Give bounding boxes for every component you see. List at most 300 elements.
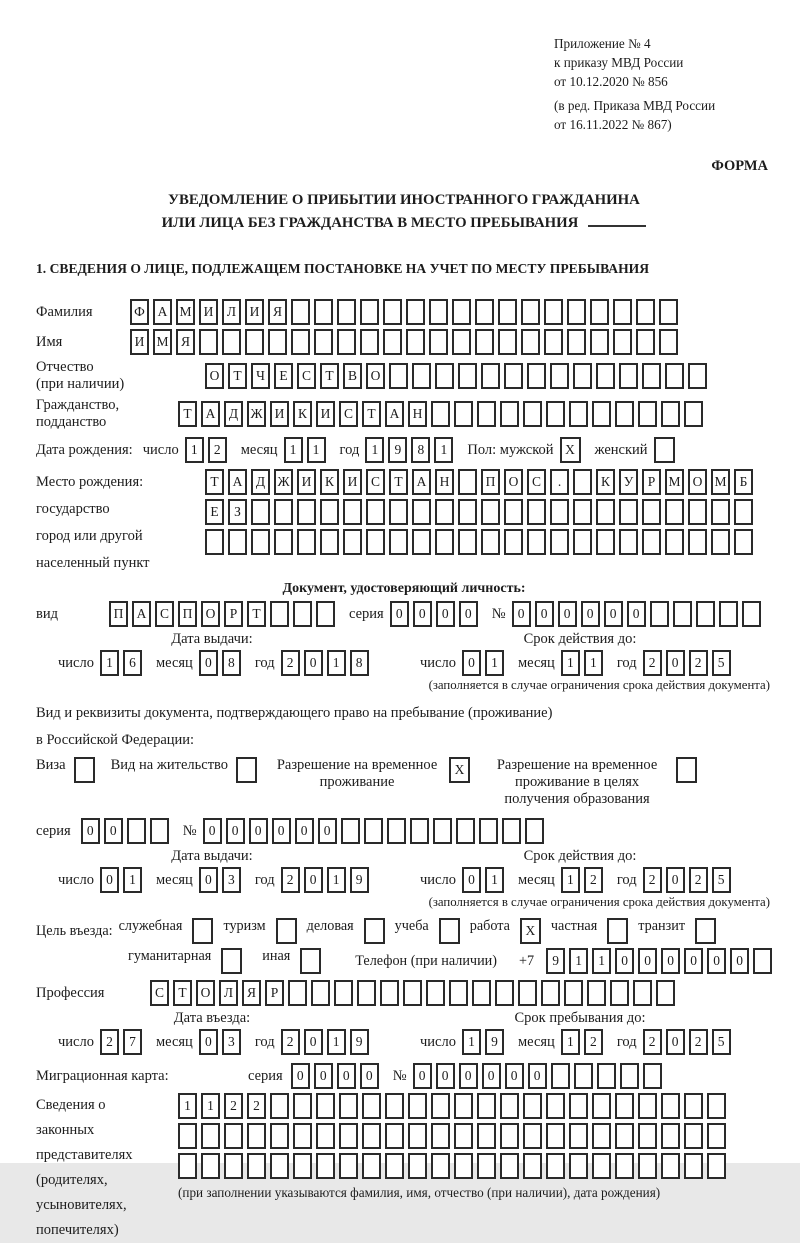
char-cell[interactable]: Т — [320, 363, 339, 389]
char-cell[interactable]: Т — [362, 401, 381, 427]
char-cell[interactable] — [592, 1153, 611, 1179]
char-cell[interactable]: Ч — [251, 363, 270, 389]
char-cell[interactable] — [523, 1123, 542, 1149]
char-cell[interactable] — [518, 980, 537, 1006]
char-cell[interactable]: 2 — [208, 437, 227, 463]
char-cell[interactable] — [268, 329, 287, 355]
char-cell[interactable]: С — [155, 601, 174, 627]
char-cell[interactable]: П — [481, 469, 500, 495]
char-cell[interactable]: И — [316, 401, 335, 427]
char-cell[interactable]: И — [130, 329, 149, 355]
char-cell[interactable]: И — [245, 299, 264, 325]
char-cell[interactable] — [316, 1093, 335, 1119]
char-cell[interactable]: М — [176, 299, 195, 325]
char-cell[interactable] — [546, 1093, 565, 1119]
char-cell[interactable] — [521, 299, 540, 325]
char-cell[interactable]: П — [109, 601, 128, 627]
char-cell[interactable]: 0 — [314, 1063, 333, 1089]
char-cell[interactable] — [297, 499, 316, 525]
char-cell[interactable] — [364, 818, 383, 844]
char-cell[interactable]: 0 — [666, 867, 685, 893]
char-cell[interactable] — [454, 401, 473, 427]
char-cell[interactable]: О — [688, 469, 707, 495]
char-cell[interactable] — [481, 499, 500, 525]
char-cell[interactable]: 2 — [643, 867, 662, 893]
purpose-official-checkbox[interactable] — [192, 918, 213, 944]
char-cell[interactable] — [527, 529, 546, 555]
char-cell[interactable] — [527, 499, 546, 525]
char-cell[interactable]: Р — [224, 601, 243, 627]
char-cell[interactable]: У — [619, 469, 638, 495]
char-cell[interactable]: 0 — [304, 1029, 323, 1055]
char-cell[interactable] — [477, 401, 496, 427]
char-cell[interactable]: Я — [268, 299, 287, 325]
char-cell[interactable] — [592, 401, 611, 427]
char-cell[interactable] — [688, 529, 707, 555]
char-cell[interactable] — [479, 818, 498, 844]
char-cell[interactable] — [523, 401, 542, 427]
char-cell[interactable]: Р — [265, 980, 284, 1006]
char-cell[interactable]: М — [711, 469, 730, 495]
char-cell[interactable] — [596, 529, 615, 555]
char-cell[interactable]: 0 — [462, 867, 481, 893]
char-cell[interactable] — [291, 299, 310, 325]
char-cell[interactable]: 2 — [224, 1093, 243, 1119]
char-cell[interactable] — [642, 363, 661, 389]
purpose-private-checkbox[interactable] — [607, 918, 628, 944]
char-cell[interactable] — [569, 1123, 588, 1149]
char-cell[interactable] — [665, 529, 684, 555]
char-cell[interactable] — [502, 818, 521, 844]
char-cell[interactable] — [498, 299, 517, 325]
char-cell[interactable]: Т — [247, 601, 266, 627]
char-cell[interactable]: 1 — [123, 867, 142, 893]
char-cell[interactable]: 0 — [505, 1063, 524, 1089]
char-cell[interactable]: 0 — [360, 1063, 379, 1089]
char-cell[interactable]: 1 — [434, 437, 453, 463]
temporary-residence-checkbox[interactable]: X — [449, 757, 470, 783]
char-cell[interactable]: З — [228, 499, 247, 525]
char-cell[interactable] — [389, 499, 408, 525]
char-cell[interactable]: 1 — [569, 948, 588, 974]
char-cell[interactable] — [573, 469, 592, 495]
char-cell[interactable] — [362, 1123, 381, 1149]
char-cell[interactable]: 5 — [712, 867, 731, 893]
char-cell[interactable] — [456, 818, 475, 844]
char-cell[interactable]: 0 — [291, 1063, 310, 1089]
char-cell[interactable]: . — [550, 469, 569, 495]
char-cell[interactable]: 9 — [350, 867, 369, 893]
char-cell[interactable]: 1 — [584, 650, 603, 676]
char-cell[interactable]: Я — [242, 980, 261, 1006]
char-cell[interactable] — [251, 499, 270, 525]
char-cell[interactable] — [383, 329, 402, 355]
char-cell[interactable] — [366, 499, 385, 525]
char-cell[interactable]: 8 — [222, 650, 241, 676]
char-cell[interactable] — [569, 401, 588, 427]
char-cell[interactable] — [270, 1093, 289, 1119]
char-cell[interactable]: 0 — [627, 601, 646, 627]
char-cell[interactable]: О — [201, 601, 220, 627]
char-cell[interactable]: 0 — [337, 1063, 356, 1089]
gender-female-checkbox[interactable] — [654, 437, 675, 463]
char-cell[interactable]: 0 — [203, 818, 222, 844]
char-cell[interactable] — [551, 1063, 570, 1089]
char-cell[interactable] — [403, 980, 422, 1006]
char-cell[interactable] — [596, 499, 615, 525]
char-cell[interactable] — [500, 401, 519, 427]
char-cell[interactable]: Д — [251, 469, 270, 495]
char-cell[interactable]: 1 — [485, 867, 504, 893]
char-cell[interactable] — [224, 1123, 243, 1149]
char-cell[interactable] — [659, 329, 678, 355]
char-cell[interactable] — [408, 1123, 427, 1149]
char-cell[interactable]: 2 — [643, 650, 662, 676]
char-cell[interactable]: 0 — [638, 948, 657, 974]
char-cell[interactable]: 1 — [365, 437, 384, 463]
visa-checkbox[interactable] — [74, 757, 95, 783]
char-cell[interactable] — [410, 818, 429, 844]
char-cell[interactable]: А — [132, 601, 151, 627]
char-cell[interactable] — [546, 1123, 565, 1149]
char-cell[interactable] — [684, 1153, 703, 1179]
char-cell[interactable] — [343, 529, 362, 555]
char-cell[interactable] — [477, 1093, 496, 1119]
char-cell[interactable]: А — [201, 401, 220, 427]
char-cell[interactable] — [753, 948, 772, 974]
char-cell[interactable] — [429, 299, 448, 325]
char-cell[interactable] — [339, 1123, 358, 1149]
char-cell[interactable]: С — [527, 469, 546, 495]
char-cell[interactable] — [293, 601, 312, 627]
char-cell[interactable]: 2 — [100, 1029, 119, 1055]
char-cell[interactable] — [178, 1123, 197, 1149]
char-cell[interactable]: 1 — [462, 1029, 481, 1055]
char-cell[interactable] — [619, 363, 638, 389]
char-cell[interactable]: 0 — [482, 1063, 501, 1089]
char-cell[interactable] — [454, 1153, 473, 1179]
char-cell[interactable] — [406, 299, 425, 325]
char-cell[interactable] — [316, 1123, 335, 1149]
char-cell[interactable]: Ф — [130, 299, 149, 325]
char-cell[interactable]: 0 — [199, 650, 218, 676]
char-cell[interactable] — [339, 1153, 358, 1179]
char-cell[interactable] — [613, 299, 632, 325]
char-cell[interactable]: 0 — [730, 948, 749, 974]
char-cell[interactable]: 5 — [712, 650, 731, 676]
char-cell[interactable]: Ж — [274, 469, 293, 495]
char-cell[interactable] — [567, 299, 586, 325]
char-cell[interactable] — [477, 1153, 496, 1179]
char-cell[interactable] — [247, 1123, 266, 1149]
char-cell[interactable]: И — [297, 469, 316, 495]
char-cell[interactable]: 0 — [295, 818, 314, 844]
char-cell[interactable] — [389, 529, 408, 555]
char-cell[interactable]: 0 — [199, 1029, 218, 1055]
char-cell[interactable] — [293, 1153, 312, 1179]
char-cell[interactable]: 9 — [546, 948, 565, 974]
char-cell[interactable] — [383, 299, 402, 325]
char-cell[interactable] — [525, 818, 544, 844]
char-cell[interactable] — [707, 1153, 726, 1179]
char-cell[interactable]: 1 — [327, 650, 346, 676]
purpose-humanitarian-checkbox[interactable] — [221, 948, 242, 974]
char-cell[interactable]: К — [293, 401, 312, 427]
char-cell[interactable]: А — [153, 299, 172, 325]
char-cell[interactable] — [661, 401, 680, 427]
char-cell[interactable] — [449, 980, 468, 1006]
char-cell[interactable]: 0 — [528, 1063, 547, 1089]
char-cell[interactable] — [481, 363, 500, 389]
char-cell[interactable] — [590, 299, 609, 325]
char-cell[interactable]: Л — [219, 980, 238, 1006]
char-cell[interactable] — [633, 980, 652, 1006]
char-cell[interactable] — [636, 329, 655, 355]
char-cell[interactable] — [504, 363, 523, 389]
char-cell[interactable] — [362, 1153, 381, 1179]
char-cell[interactable] — [642, 529, 661, 555]
char-cell[interactable]: 1 — [592, 948, 611, 974]
char-cell[interactable]: Т — [205, 469, 224, 495]
char-cell[interactable] — [619, 499, 638, 525]
char-cell[interactable] — [274, 529, 293, 555]
char-cell[interactable] — [673, 601, 692, 627]
char-cell[interactable] — [385, 1093, 404, 1119]
char-cell[interactable] — [546, 1153, 565, 1179]
char-cell[interactable] — [150, 818, 169, 844]
char-cell[interactable]: М — [665, 469, 684, 495]
char-cell[interactable]: Б — [734, 469, 753, 495]
char-cell[interactable] — [587, 980, 606, 1006]
char-cell[interactable] — [619, 529, 638, 555]
char-cell[interactable] — [498, 329, 517, 355]
char-cell[interactable] — [707, 1123, 726, 1149]
char-cell[interactable]: Т — [178, 401, 197, 427]
char-cell[interactable]: О — [196, 980, 215, 1006]
char-cell[interactable] — [574, 1063, 593, 1089]
char-cell[interactable]: К — [320, 469, 339, 495]
char-cell[interactable] — [320, 499, 339, 525]
char-cell[interactable] — [431, 1123, 450, 1149]
char-cell[interactable] — [389, 363, 408, 389]
char-cell[interactable]: 0 — [226, 818, 245, 844]
char-cell[interactable] — [385, 1153, 404, 1179]
char-cell[interactable] — [477, 1123, 496, 1149]
char-cell[interactable]: 5 — [712, 1029, 731, 1055]
char-cell[interactable]: 0 — [684, 948, 703, 974]
char-cell[interactable]: 0 — [459, 1063, 478, 1089]
char-cell[interactable] — [412, 363, 431, 389]
char-cell[interactable]: Е — [274, 363, 293, 389]
char-cell[interactable]: 9 — [350, 1029, 369, 1055]
char-cell[interactable] — [541, 980, 560, 1006]
char-cell[interactable] — [452, 299, 471, 325]
char-cell[interactable]: Я — [176, 329, 195, 355]
char-cell[interactable] — [500, 1123, 519, 1149]
char-cell[interactable] — [615, 1153, 634, 1179]
char-cell[interactable]: 8 — [411, 437, 430, 463]
char-cell[interactable]: 0 — [707, 948, 726, 974]
char-cell[interactable]: 1 — [485, 650, 504, 676]
char-cell[interactable]: 1 — [185, 437, 204, 463]
char-cell[interactable] — [341, 818, 360, 844]
char-cell[interactable] — [224, 1153, 243, 1179]
char-cell[interactable] — [429, 329, 448, 355]
char-cell[interactable]: 0 — [249, 818, 268, 844]
char-cell[interactable]: 8 — [350, 650, 369, 676]
char-cell[interactable]: 0 — [390, 601, 409, 627]
char-cell[interactable]: 0 — [661, 948, 680, 974]
char-cell[interactable]: 0 — [535, 601, 554, 627]
char-cell[interactable]: А — [412, 469, 431, 495]
char-cell[interactable]: 2 — [247, 1093, 266, 1119]
char-cell[interactable]: И — [199, 299, 218, 325]
char-cell[interactable] — [406, 329, 425, 355]
char-cell[interactable]: 9 — [485, 1029, 504, 1055]
char-cell[interactable]: И — [270, 401, 289, 427]
char-cell[interactable] — [569, 1153, 588, 1179]
purpose-tourism-checkbox[interactable] — [276, 918, 297, 944]
char-cell[interactable]: 6 — [123, 650, 142, 676]
char-cell[interactable] — [597, 1063, 616, 1089]
char-cell[interactable]: Т — [389, 469, 408, 495]
char-cell[interactable] — [475, 329, 494, 355]
char-cell[interactable]: 0 — [558, 601, 577, 627]
char-cell[interactable] — [316, 601, 335, 627]
char-cell[interactable] — [454, 1093, 473, 1119]
char-cell[interactable]: С — [339, 401, 358, 427]
char-cell[interactable]: 1 — [284, 437, 303, 463]
char-cell[interactable] — [334, 980, 353, 1006]
char-cell[interactable] — [228, 529, 247, 555]
char-cell[interactable] — [337, 329, 356, 355]
char-cell[interactable] — [688, 499, 707, 525]
char-cell[interactable] — [380, 980, 399, 1006]
char-cell[interactable]: 1 — [327, 867, 346, 893]
char-cell[interactable]: 2 — [281, 867, 300, 893]
char-cell[interactable] — [314, 329, 333, 355]
char-cell[interactable] — [684, 1123, 703, 1149]
char-cell[interactable] — [592, 1093, 611, 1119]
char-cell[interactable] — [696, 601, 715, 627]
char-cell[interactable] — [638, 1093, 657, 1119]
char-cell[interactable] — [684, 401, 703, 427]
char-cell[interactable]: 0 — [666, 650, 685, 676]
purpose-work-checkbox[interactable]: X — [520, 918, 541, 944]
char-cell[interactable] — [431, 1093, 450, 1119]
char-cell[interactable]: С — [297, 363, 316, 389]
residence-permit-checkbox[interactable] — [236, 757, 257, 783]
char-cell[interactable] — [504, 529, 523, 555]
char-cell[interactable] — [711, 529, 730, 555]
char-cell[interactable]: Н — [408, 401, 427, 427]
char-cell[interactable] — [458, 363, 477, 389]
char-cell[interactable] — [454, 1123, 473, 1149]
char-cell[interactable]: 2 — [689, 650, 708, 676]
char-cell[interactable]: 0 — [604, 601, 623, 627]
char-cell[interactable]: 0 — [199, 867, 218, 893]
char-cell[interactable] — [291, 329, 310, 355]
purpose-other-checkbox[interactable] — [300, 948, 321, 974]
gender-male-checkbox[interactable]: X — [560, 437, 581, 463]
char-cell[interactable] — [426, 980, 445, 1006]
char-cell[interactable] — [408, 1093, 427, 1119]
char-cell[interactable] — [452, 329, 471, 355]
char-cell[interactable]: 2 — [584, 867, 603, 893]
char-cell[interactable]: О — [205, 363, 224, 389]
char-cell[interactable]: 0 — [413, 1063, 432, 1089]
char-cell[interactable] — [178, 1153, 197, 1179]
char-cell[interactable]: 2 — [689, 867, 708, 893]
char-cell[interactable] — [408, 1153, 427, 1179]
char-cell[interactable] — [201, 1123, 220, 1149]
char-cell[interactable] — [615, 1123, 634, 1149]
char-cell[interactable] — [734, 529, 753, 555]
char-cell[interactable] — [316, 1153, 335, 1179]
char-cell[interactable] — [638, 1123, 657, 1149]
char-cell[interactable] — [366, 529, 385, 555]
char-cell[interactable]: 0 — [436, 1063, 455, 1089]
char-cell[interactable] — [360, 299, 379, 325]
char-cell[interactable] — [684, 1093, 703, 1119]
char-cell[interactable]: 0 — [436, 601, 455, 627]
char-cell[interactable] — [435, 529, 454, 555]
char-cell[interactable]: 2 — [281, 650, 300, 676]
char-cell[interactable]: 0 — [512, 601, 531, 627]
char-cell[interactable] — [659, 299, 678, 325]
char-cell[interactable] — [544, 329, 563, 355]
char-cell[interactable]: 0 — [100, 867, 119, 893]
char-cell[interactable] — [339, 1093, 358, 1119]
char-cell[interactable] — [385, 1123, 404, 1149]
char-cell[interactable]: 2 — [643, 1029, 662, 1055]
char-cell[interactable] — [357, 980, 376, 1006]
char-cell[interactable] — [127, 818, 146, 844]
char-cell[interactable] — [642, 499, 661, 525]
char-cell[interactable]: С — [366, 469, 385, 495]
char-cell[interactable]: 0 — [318, 818, 337, 844]
char-cell[interactable]: К — [596, 469, 615, 495]
char-cell[interactable] — [293, 1123, 312, 1149]
char-cell[interactable]: И — [343, 469, 362, 495]
char-cell[interactable] — [337, 299, 356, 325]
purpose-study-checkbox[interactable] — [439, 918, 460, 944]
char-cell[interactable] — [596, 363, 615, 389]
char-cell[interactable]: Т — [173, 980, 192, 1006]
char-cell[interactable] — [711, 499, 730, 525]
char-cell[interactable] — [688, 363, 707, 389]
char-cell[interactable] — [481, 529, 500, 555]
char-cell[interactable] — [661, 1123, 680, 1149]
char-cell[interactable]: О — [504, 469, 523, 495]
char-cell[interactable]: 0 — [304, 867, 323, 893]
char-cell[interactable] — [495, 980, 514, 1006]
char-cell[interactable] — [270, 1153, 289, 1179]
char-cell[interactable] — [472, 980, 491, 1006]
char-cell[interactable]: С — [150, 980, 169, 1006]
char-cell[interactable]: 0 — [615, 948, 634, 974]
char-cell[interactable] — [274, 499, 293, 525]
char-cell[interactable] — [638, 1153, 657, 1179]
char-cell[interactable] — [222, 329, 241, 355]
char-cell[interactable]: 0 — [272, 818, 291, 844]
purpose-transit-checkbox[interactable] — [695, 918, 716, 944]
char-cell[interactable] — [500, 1093, 519, 1119]
char-cell[interactable]: А — [228, 469, 247, 495]
char-cell[interactable]: Н — [435, 469, 454, 495]
char-cell[interactable] — [590, 329, 609, 355]
char-cell[interactable] — [412, 499, 431, 525]
